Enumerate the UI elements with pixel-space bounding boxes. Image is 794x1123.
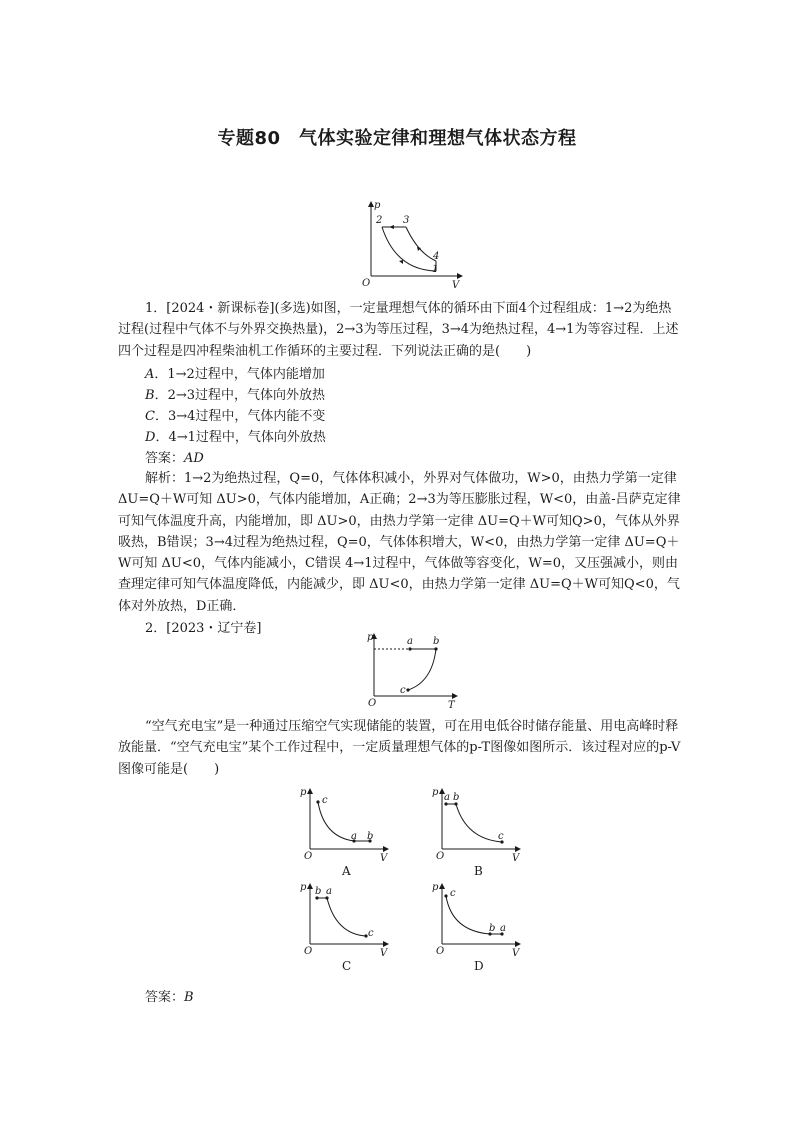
q2-option-c-caption: C xyxy=(342,959,352,973)
q2-option-d-graph[interactable] xyxy=(428,876,528,959)
q1-analysis: 解析：1→2为绝热过程，Q=0，气体体积减小，外界对气体做功，W>0，由热力学第一定律 ΔU=Q＋W可知 ΔU>0，气体内能增加，A正确；2→3为等压膨胀过程，W<0，由盖-吕萨克定律可知气体温度升高，内能增加，即 ΔU>0，由热力学第一定律 ΔU=Q＋W可知Q>0，气体从外界吸热，B错误；3→4过程为绝热过程，Q=0，气体体积增大，W<0，由热力学第一定律 ΔU=Q＋W可知 ΔU<0，气体内能减小，C错误 4→1过程中，气体做等容变化，W=0，又压强减小，则由查理定律可知气体温度降低，内能减少，即 ΔU<0，由热力学第一定律 ΔU=Q＋W可知Q<0，气体对外放热，D正确． xyxy=(118,471,681,614)
origin-label: O xyxy=(436,946,445,957)
point-label: a xyxy=(351,831,357,842)
process-b-c xyxy=(408,649,436,690)
point-label: 1 xyxy=(432,264,439,275)
y-axis-label: p xyxy=(432,787,439,798)
point-label: a xyxy=(326,886,332,897)
q1-option-c[interactable]: C．3→4过程中，气体内能不变 xyxy=(145,409,326,424)
q1-stem: 1．[2024・新课标卷](多选)如图，一定量理想气体的循环由下面4个过程组成：1→2为绝热过程(过程中气体不与外界交换热量)，2→3为等压过程，3→4为绝热过程，4→1为等容过程．上述四个过程是四冲程柴油机工作循环的主要过程．下列说法正确的是( ) xyxy=(118,301,679,359)
origin-label: O xyxy=(362,278,371,289)
q1-option-a[interactable]: A．1→2过程中，气体内能增加 xyxy=(145,367,325,382)
curve xyxy=(318,802,354,841)
q1-answer: 答案：AD xyxy=(145,451,204,466)
point-label: 2 xyxy=(376,215,383,226)
q2-option-b-caption: B xyxy=(474,864,483,878)
q2-option-a-graph[interactable] xyxy=(296,785,396,865)
point-label: c xyxy=(322,795,328,806)
page-title: 专题80 气体实验定律和理想气体状态方程 xyxy=(217,128,577,149)
q2-header: 2．[2023・辽宁卷] xyxy=(145,621,262,636)
point-label: b xyxy=(367,831,374,842)
point-label: 4 xyxy=(433,251,440,262)
origin-label: O xyxy=(304,946,313,957)
state-point xyxy=(444,894,447,897)
q2-pt-diagram xyxy=(362,632,462,712)
origin-label: O xyxy=(368,698,377,709)
x-axis-label: T xyxy=(448,700,455,711)
point-label: a xyxy=(407,636,413,647)
state-point xyxy=(434,647,437,650)
direction-arrow xyxy=(399,260,403,264)
q1-pv-diagram xyxy=(356,198,466,290)
q2-option-b-graph[interactable] xyxy=(428,785,528,865)
state-point xyxy=(316,800,319,803)
y-axis-label: p xyxy=(432,882,439,893)
y-axis-label: p xyxy=(300,882,307,893)
x-axis-label: V xyxy=(452,280,460,291)
point-label: a xyxy=(444,792,450,803)
state-point xyxy=(408,647,411,650)
x-axis-label: V xyxy=(380,853,388,864)
x-axis-label: V xyxy=(380,948,388,959)
x-axis-label: V xyxy=(512,853,520,864)
curve xyxy=(327,898,366,936)
point-label: c xyxy=(368,928,374,939)
y-axis-label: p xyxy=(367,632,374,643)
x-axis-label: V xyxy=(512,948,520,959)
point-label: c xyxy=(400,685,406,696)
q2-option-a-caption: A xyxy=(342,864,351,878)
q2-answer: 答案：B xyxy=(145,990,194,1005)
q1-option-b[interactable]: B．2→3过程中，气体向外放热 xyxy=(145,388,325,403)
point-label: b xyxy=(453,792,460,803)
origin-label: O xyxy=(304,851,313,862)
point-label: b xyxy=(315,886,322,897)
point-label: c xyxy=(450,888,456,899)
point-label: c xyxy=(498,831,504,842)
q1-option-d[interactable]: D．4→1过程中，气体向外放热 xyxy=(145,430,326,445)
y-axis-label: p xyxy=(374,200,381,211)
point-label: b xyxy=(489,923,496,934)
q2-stem: “空气充电宝”是一种通过压缩空气实现储能的装置，可在用电低谷时储存能量、用电高峰时释放能量．“空气充电宝”某个工作过程中，一定质量理想气体的p-T图像如图所示．该过程对应的p-V图像可能是( ) xyxy=(118,719,681,777)
curve xyxy=(446,896,490,934)
process-3-4 xyxy=(406,227,436,261)
point-label: b xyxy=(433,636,440,647)
q2-option-d-caption: D xyxy=(474,959,484,973)
direction-arrow xyxy=(389,225,394,229)
y-axis-label: p xyxy=(300,787,307,798)
state-point xyxy=(406,688,409,691)
curve xyxy=(456,804,502,842)
origin-label: O xyxy=(436,851,445,862)
q2-option-c-graph[interactable] xyxy=(296,876,396,959)
point-label: 3 xyxy=(403,215,410,226)
point-label: a xyxy=(500,923,506,934)
